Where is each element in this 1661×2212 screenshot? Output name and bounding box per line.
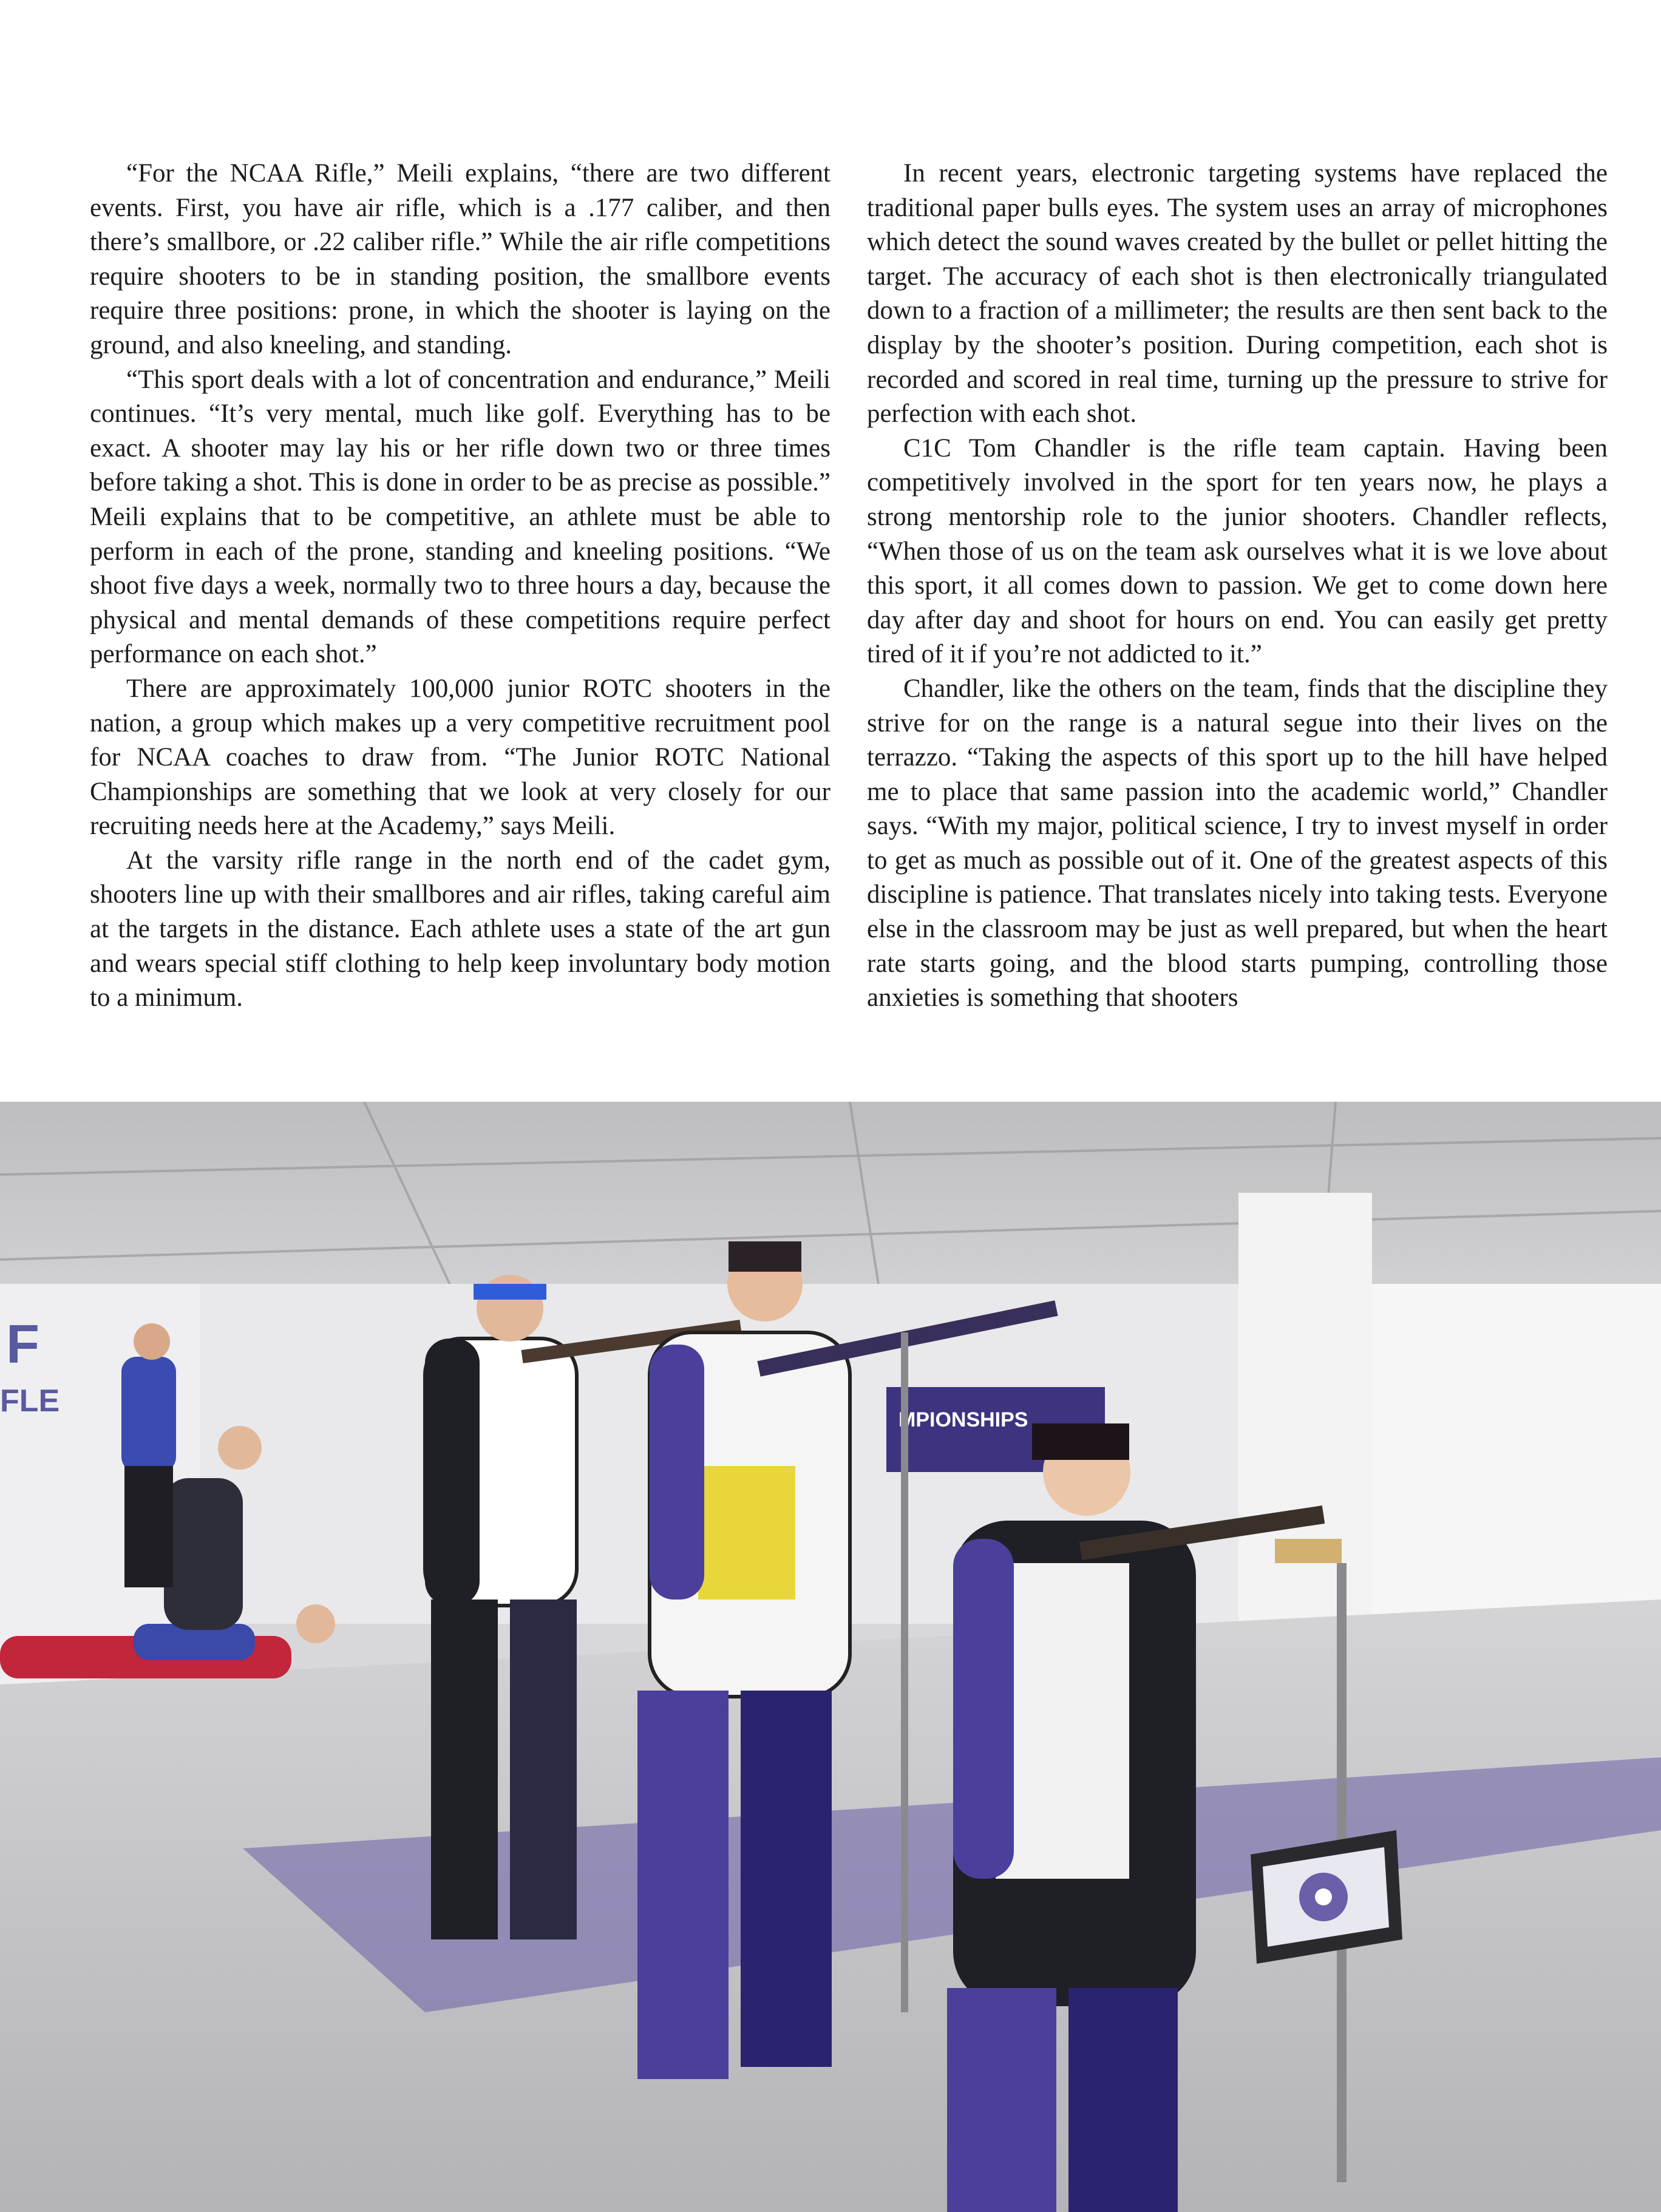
wall-sign: F <box>6 1314 39 1375</box>
rifle-range-photo <box>0 1102 1661 2212</box>
paragraph: Chandler, like the others on the team, finds that the discipline they strive for on the range is a natural segue into their lives on the terrazzo. “Taking the aspects of this sport up to the hill have helped me to place that same passion into the academic world,” Chandler says. “With my major, political science, I try to invest myself in order to get as much as possible out of it. One of the greatest aspects of this discipline is patience. That translates nicely into taking tests. Everyone else in the classroom may be just as well prepared, but when the heart rate starts going, and the blood starts pumping, controlling those anxieties is something that shooters <box>867 674 1608 1013</box>
paragraph: At the varsity rifle range in the north end of the cadet gym, shooters line up with their smallbores and air rifles, taking careful aim at the targets in the distance. Each athlete uses a state of the art gun and wears special stiff clothing to help keep involuntary body motion to a minimum. <box>90 846 831 1013</box>
paragraph: “For the NCAA Rifle,” Meili explains, “there are two different events. First, you have air rifle, which is a .177 caliber, and then there’s smallbore, or .22 caliber rifle.” While the air rifle competitions require shooters to be in standing position, the smallbore events require three positions: prone, in which the shooter is laying on the ground, and also kneeling, and standing. <box>90 159 831 359</box>
article-column-left <box>90 157 831 1016</box>
banner-text: MPIONSHIPS <box>898 1408 1028 1431</box>
svg-text:FLE: FLE <box>0 1383 60 1419</box>
paragraph: In recent years, electronic targeting systems have replaced the traditional paper bulls eyes. The system uses an array of microphones which detect the sound waves created by the bullet or pellet hitting the target. The accuracy of each shot is then electronically triangulated down to a fraction of a millimeter; the results are then sent back to the display by the shooter’s position. During competition, each shot is recorded and scored in real time, turning up the pressure to strive for perfection with each shot. <box>867 159 1608 429</box>
paragraph: There are approximately 100,000 junior ROTC shooters in the nation, a group which makes up a very competitive recruitment pool for NCAA coaches to draw from. “The Junior ROTC National Championships are something that we look at very closely for our recruiting needs here at the Academy,” says Meili. <box>90 674 831 841</box>
article-column-right <box>867 157 1608 1016</box>
coach <box>121 1323 176 1587</box>
paragraph: “This sport deals with a lot of concentration and endurance,” Meili continues. “It’s very mental, much like golf. Everything has to be exact. A shooter may lay his or her rifle down two or three times before taking a shot. This is done in order to be as precise as possible.” Meili explains that to be competitive, an athlete must be able to perform in each of the prone, standing and kneeling positions. “We shoot five days a week, normally two to three hours a day, because the physical and mental demands of these competitions require perfect performance on each shot.” <box>90 365 831 669</box>
paragraph: C1C Tom Chandler is the rifle team captain. Having been competitively involved in the sport for ten years now, he plays a strong mentorship role to the junior shooters. Chandler reflects, “When those of us on the team ask ourselves what it is we love about this sport, it all comes down to passion. We get to come down here day after day and shoot for hours on end. You can easily get pretty tired of it if you’re not addicted to it.” <box>867 433 1608 669</box>
